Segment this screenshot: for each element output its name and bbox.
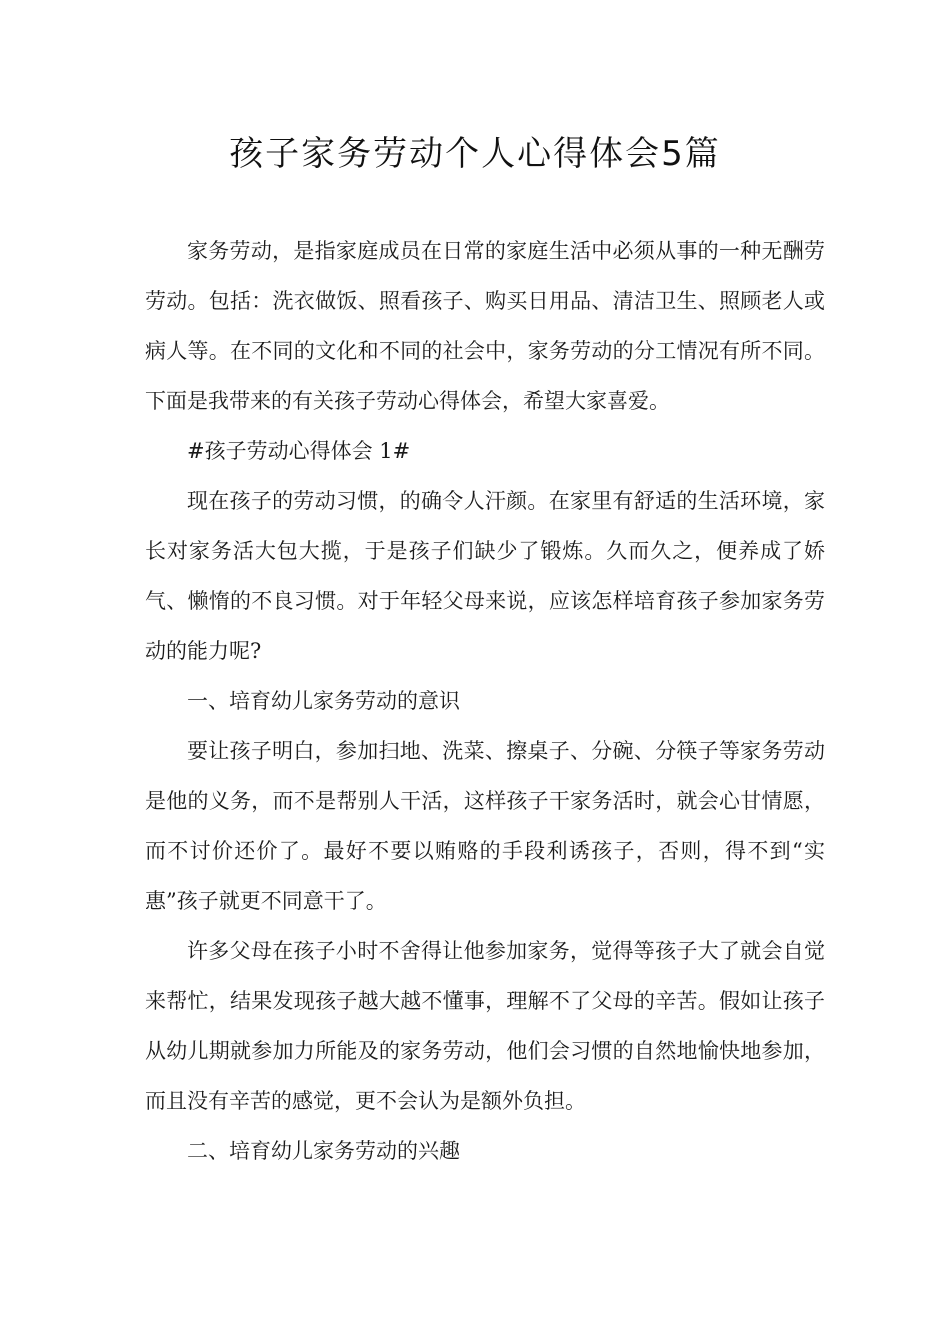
body-paragraph: 许多父母在孩子小时不舍得让他参加家务，觉得等孩子大了就会自觉来帮忙，结果发现孩子越大越不懂事，理解不了父母的辛苦。假如让孩子从幼儿期就参加力所能及的家务劳动，他们会习惯的自然地愉快地参加，而且没有辛苦的感觉，更不会认为是额外负担。 [145,939,825,1113]
subheading-2: 二、培育幼儿家务劳动的兴趣 [187,1139,460,1163]
body-paragraph: 要让孩子明白，参加扫地、洗菜、擦桌子、分碗、分筷子等家务劳动是他的义务，而不是帮别人干活，这样孩子干家务活时，就会心甘情愿，而不讨价还价了。最好不要以贿赂的手段利诱孩子，否则，得不到“实惠”孩子就更不同意干了。 [145,739,825,913]
section-heading-1: #孩子劳动心得体会 1# [187,439,411,463]
document-title: 孩子家务劳动个人心得体会5篇 [229,134,721,174]
body-paragraph: 现在孩子的劳动习惯，的确令人汗颜。在家里有舒适的生活环境，家长对家务活大包大揽，于是孩子们缺少了锻炼。久而久之，便养成了娇气、懒惰的不良习惯。对于年轻父母来说，应该怎样培育孩子参加家务劳动的能力呢? [145,489,825,663]
subheading-1: 一、培育幼儿家务劳动的意识 [187,689,460,713]
document-body [145,226,825,1176]
intro-paragraph: 家务劳动，是指家庭成员在日常的家庭生活中必须从事的一种无酬劳劳动。包括：洗衣做饭、照看孩子、购买日用品、清洁卫生、照顾老人或病人等。在不同的文化和不同的社会中，家务劳动的分工情况有所不同。下面是我带来的有关孩子劳动心得体会，希望大家喜爱。 [145,239,825,413]
